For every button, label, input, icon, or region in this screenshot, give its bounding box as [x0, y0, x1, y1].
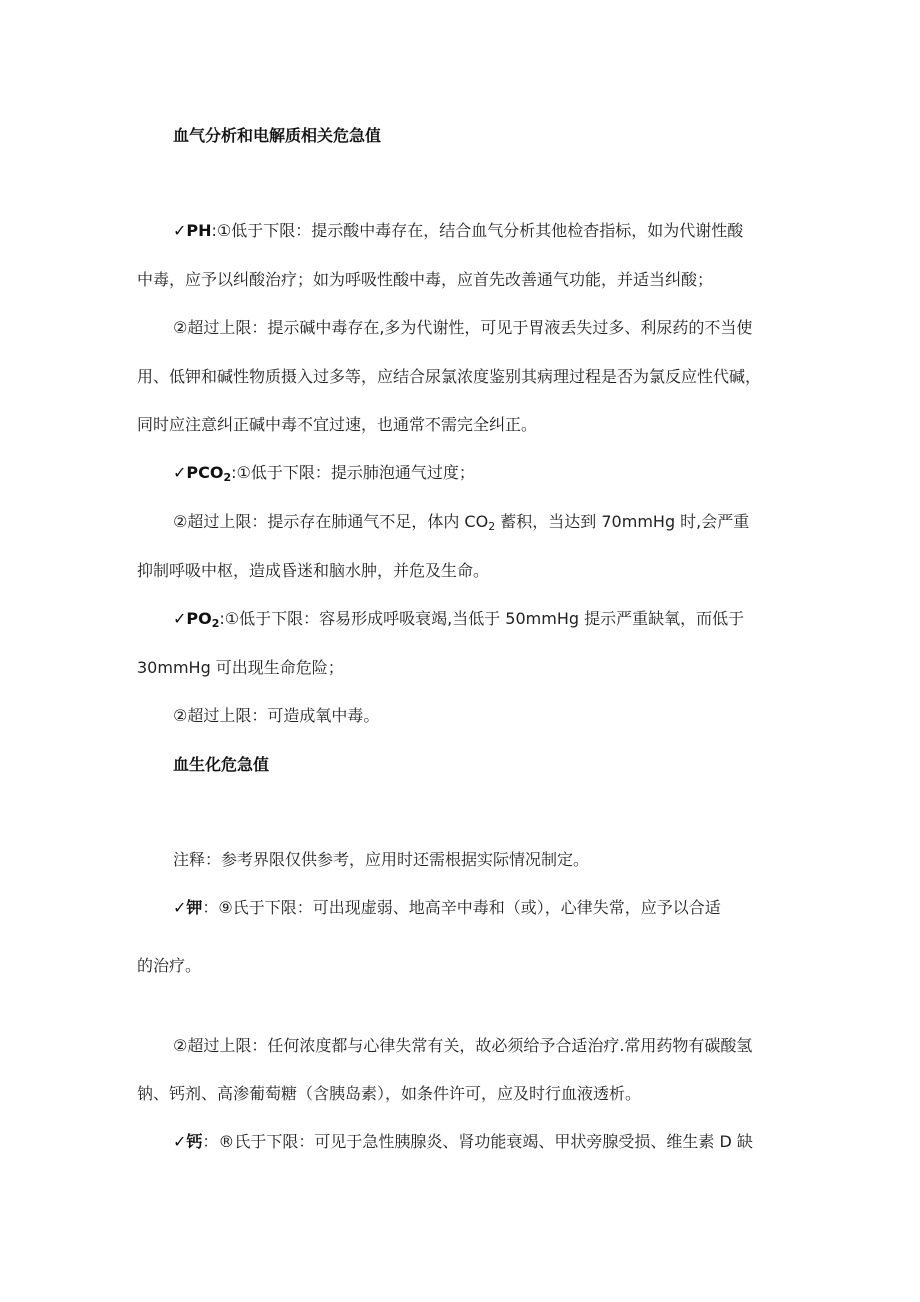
po2-line-2: 30mmHg 可出现生命危险； — [137, 658, 344, 677]
potassium-line-4: 钠、钙剂、高渗葡萄糖（含胰岛素），如条件许可，应及时行血液透析。 — [137, 1084, 642, 1103]
calcium-label: 钙 — [186, 1132, 203, 1151]
po2-label-main: PO — [186, 609, 212, 628]
ph-text-1: :①低于下限：提示酸中毒存在，结合血气分析其他检杳指标，如为代谢性酸 — [211, 221, 744, 240]
potassium-text-1: ：⑨氏于下限：可出现虚弱、地高辛中毒和（或），心律失常，应予以合适 — [202, 898, 721, 917]
ph-line-5: 同时应注意纠正碱中毒不宜过速，也通常不需完全纠正。 — [137, 415, 538, 434]
ph-line-2: 中毒，应予以纠酸治疗；如为呼吸性酸中毒，应首先改善通气功能，并适当纠酸； — [137, 270, 714, 289]
pco2-text-2-post: 蓄积，当达到 70mmHg 时,会严重 — [495, 512, 750, 531]
po2-text-1: :①低于下限：容易形成呼吸衰竭,当低于 50mmHg 提示严重缺氧，而低于 — [219, 609, 745, 628]
note-line: 注释：参考界限仅供参考，应用时还需根据实际情况制定。 — [173, 850, 590, 869]
pco2-text-2-pre: ②超过上限：提示存在肺通气不足，体内 CO — [173, 512, 489, 531]
pco2-label-sub: 2 — [223, 471, 232, 484]
pco2-line-3: 抑制呼吸中枢，造成昏迷和脑水肿，并危及生命。 — [137, 561, 490, 580]
potassium-line-1 — [173, 897, 797, 919]
check-mark: ✓ — [173, 221, 187, 240]
potassium-line-2: 的治疗。 — [137, 956, 202, 975]
pco2-label-main: PCO — [186, 463, 224, 482]
po2-label-sub: 2 — [211, 617, 220, 630]
ph-line-4: 用、低钾和碱性物质摄入过多等，应结合尿氯浓度鉴别其病理过程是否为氯反应性代碱， — [137, 367, 762, 386]
ph-label: PH — [186, 221, 212, 240]
ph-line-1 — [173, 220, 797, 242]
po2-line-3: ②超过上限：可造成氧中毒。 — [173, 706, 380, 725]
check-mark: ✓ — [173, 898, 187, 917]
pco2-line-1 — [173, 462, 797, 484]
heading-blood-gas: 血气分析和电解质相关危急值 — [173, 126, 382, 145]
pco2-line-2 — [173, 511, 797, 533]
check-mark: ✓ — [173, 609, 187, 628]
po2-line-1 — [173, 608, 797, 630]
check-mark: ✓ — [173, 1132, 187, 1151]
pco2-text-1: :①低于下限：提示肺泡通气过度； — [231, 463, 475, 482]
pco2-label — [186, 463, 231, 482]
check-mark: ✓ — [173, 463, 187, 482]
co2-subscript: 2 — [488, 520, 496, 533]
ph-line-3: ②超过上限：提示碱中毒存在,多为代谢性，可见于胃液丢失过多、利尿药的不当使 — [173, 318, 753, 337]
po2-label — [186, 609, 219, 628]
heading-biochem: 血生化危急值 — [173, 755, 270, 774]
calcium-text-1: ：®氏于下限：可见于急性胰腺炎、肾功能衰竭、甲状旁腺受损、维生素 D 缺 — [202, 1132, 753, 1151]
potassium-label: 钾 — [186, 898, 203, 917]
calcium-line-1 — [173, 1131, 797, 1153]
potassium-line-3: ②超过上限：任何浓度都与心律失常有关，故必须给予合适治疗.常用药物有碳酸氢 — [173, 1036, 753, 1055]
